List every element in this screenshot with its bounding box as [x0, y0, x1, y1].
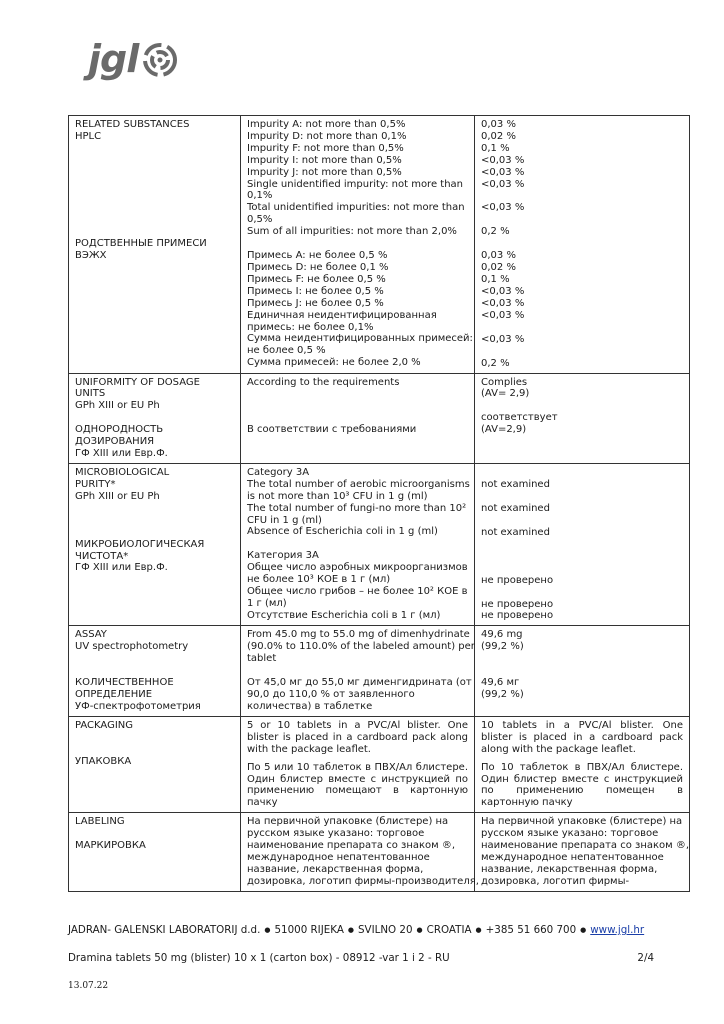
result-line: <0,03 %: [481, 297, 525, 309]
result-line: <0,03 %: [481, 202, 525, 214]
result-line: not examined: [481, 478, 550, 490]
spec-line: Общее число грибов – не более 10² КОЕ в: [247, 586, 468, 598]
spec-line: Общее число аэробных микроорганизмов: [247, 562, 468, 574]
spec-line: не более 0,5 %: [247, 345, 326, 357]
spec-line: не более 10³ КОЕ в 1 г (мл): [247, 574, 391, 586]
separator-dot-icon: ●: [264, 926, 271, 934]
logo-swirl-icon: [142, 42, 178, 78]
related-method-ru: ВЭЖХ: [75, 249, 107, 261]
footer-company: JADRAN- GALENSKI LABORATORIJ d.d.: [68, 924, 261, 936]
labeling-label-ru: МАРКИРОВКА: [75, 840, 146, 852]
spec-line: Примесь A: не более 0,5 %: [247, 250, 388, 262]
document-reference: Dramina tablets 50 mg (blister) 10 x 1 (carton box) - 08912 -var 1 i 2 - RU: [68, 952, 450, 964]
result-line: <0,03 %: [481, 178, 525, 190]
spec-line: количества) в таблетке: [247, 700, 373, 712]
row-assay: [69, 626, 690, 717]
uniformity-label-cell: [69, 373, 241, 463]
packaging-result-en: 10 tablets in a PVC/Al blister. One blister is placed in a cardboard pack along with the package leaflet.: [481, 719, 683, 755]
result-line: <0,03 %: [481, 154, 525, 166]
uniformity-label-ru: ДОЗИРОВАНИЯ: [75, 436, 155, 448]
spec-line: Category 3A: [247, 466, 310, 478]
assay-method-ru: УФ-спектрофотометрия: [75, 701, 201, 712]
spec-line: От 45,0 мг до 55,0 мг дименгидрината (от: [247, 677, 472, 689]
result-line: 0,03 %: [481, 250, 516, 262]
packaging-label-ru: УПАКОВКА: [75, 755, 132, 767]
related-label-ru: РОДСТВЕННЫЕ ПРИМЕСИ: [75, 237, 207, 249]
micro-spec-cell: [241, 463, 475, 625]
spec-line: Absence of Escherichia coli in 1 g (ml): [247, 526, 438, 538]
result-line: наименование препарата со знаком ®,: [481, 840, 690, 852]
result-line: 0,2 %: [481, 226, 510, 238]
labeling-label-en: LABELING: [75, 816, 125, 828]
spec-line: Impurity D: not more than 0,1%: [247, 130, 407, 142]
result-line: 0,1 %: [481, 274, 510, 286]
spec-line: наименование препарата со знаком ®,: [247, 840, 456, 852]
result-line: На первичной упаковке (блистере) на: [481, 816, 683, 828]
packaging-label-cell: [69, 716, 241, 812]
spec-line: Impurity J: not more than 0,5%: [247, 166, 402, 178]
result-line: (AV=2,9): [481, 424, 527, 436]
uniformity-label-en: UNIFORMITY OF DOSAGE: [75, 376, 200, 388]
micro-label-ru: ЧИСТОТА*: [75, 550, 129, 562]
spec-line: Примесь I: не более 0,5 %: [247, 285, 384, 297]
result-line: not examined: [481, 502, 550, 514]
assay-label-en: ASSAY: [75, 629, 107, 641]
related-label-en: RELATED SUBSTANCES: [75, 119, 190, 130]
document-date: 13.07.22: [68, 981, 109, 991]
result-line: 49,6 мг: [481, 677, 520, 689]
spec-line: В соответствии с требованиями: [247, 424, 417, 436]
packaging-spec-ru: По 5 или 10 таблеток в ПВХ/Ал блистере. Один блистер вместе с инструкцией по применению помещают в картонную пачку: [247, 761, 468, 809]
packaging-result-ru: По 10 таблеток в ПВХ/Ал блистере. Один блистер вместе с инструкцией по применению помещен в картонную пачку: [481, 761, 683, 809]
micro-method-en: GPh XIII or EU Ph: [75, 490, 160, 502]
separator-dot-icon: ●: [416, 926, 423, 934]
related-result-cell: [475, 116, 690, 374]
spec-line: Single unidentified impurity: not more than: [247, 178, 464, 190]
spec-line: The total number of aerobic microorganisms: [247, 478, 470, 490]
result-line: 0,02 %: [481, 262, 516, 274]
separator-dot-icon: ●: [475, 926, 482, 934]
uniformity-result-cell: [475, 373, 690, 463]
spec-line: is not more than 10³ CFU in 1 g (ml): [247, 490, 428, 502]
micro-label-en: MICROBIOLOGICAL: [75, 466, 170, 478]
packaging-spec-cell: [241, 716, 475, 812]
micro-method-ru: ГФ XIII или Евр.Ф.: [75, 562, 168, 574]
assay-label-cell: [69, 626, 241, 717]
spec-line: Impurity A: not more than 0,5%: [247, 119, 406, 130]
packaging-label-en: PACKAGING: [75, 719, 134, 731]
uniformity-method-en: GPh XIII or EU Ph: [75, 400, 160, 412]
separator-dot-icon: ●: [347, 926, 354, 934]
result-line: не проверено: [481, 610, 554, 622]
labeling-spec-cell: [241, 813, 479, 891]
spec-line: 90,0 до 110,0 % от заявленного: [247, 689, 415, 700]
result-line: русском языке указано: торговое: [481, 828, 659, 840]
company-footer: [68, 924, 644, 936]
result-line: Complies: [481, 376, 528, 388]
result-line: (99,2 %): [481, 641, 524, 653]
result-line: <0,03 %: [481, 166, 525, 178]
spec-line: Sum of all impurities: not more than 2,0%: [247, 226, 457, 238]
labeling-label-cell: [69, 813, 241, 891]
packaging-result-cell: [475, 716, 690, 812]
result-line: дозировка, логотип фирмы-: [481, 875, 630, 887]
micro-label-ru: МИКРОБИОЛОГИЧЕСКАЯ: [75, 538, 205, 550]
result-line: 0,1 %: [481, 142, 510, 154]
uniformity-spec-cell: [241, 373, 475, 463]
spec-line: Примесь J: не более 0,5 %: [247, 297, 384, 309]
result-line: не проверено: [481, 574, 554, 586]
micro-label-en: PURITY*: [75, 478, 116, 490]
spec-line: Сумма примесей: не более 2,0 %: [247, 357, 421, 369]
footer-street: SVILNO 20: [357, 924, 413, 936]
row-labeling: [69, 813, 690, 891]
specification-table: [68, 115, 690, 892]
result-line: 0,03 %: [481, 119, 516, 130]
spec-line: Impurity F: not more than 0,5%: [247, 142, 404, 154]
assay-spec-cell: [241, 626, 475, 717]
spec-line: 0,1%: [247, 190, 273, 202]
result-line: 49,6 mg: [481, 629, 523, 641]
footer-city: 51000 RIJEKA: [274, 924, 344, 936]
row-uniformity: [69, 373, 690, 463]
assay-method-en: UV spectrophotometry: [75, 641, 189, 653]
spec-line: tablet: [247, 653, 277, 665]
spec-line: примесь: не более 0,1%: [247, 321, 374, 333]
spec-line: дозировка, логотип фирмы-производителя,: [247, 875, 479, 887]
result-line: <0,03 %: [481, 285, 525, 297]
spec-line: Примесь D: не более 0,1 %: [247, 261, 389, 273]
related-method-en: HPLC: [75, 130, 102, 142]
result-line: не проверено: [481, 598, 554, 610]
separator-dot-icon: ●: [580, 926, 587, 934]
uniformity-label-ru: ОДНОРОДНОСТЬ: [75, 424, 164, 436]
result-line: соответствует: [481, 412, 558, 424]
result-line: <0,03 %: [481, 333, 525, 345]
spec-line: Примесь F: не более 0,5 %: [247, 273, 386, 285]
logo-text: jgl: [88, 37, 139, 81]
result-line: not examined: [481, 526, 550, 538]
footer-country: CROATIA: [426, 924, 472, 936]
spec-line: 1 г (мл): [247, 598, 287, 609]
spec-line: Отсутствие Escherichia coli в 1 г (мл): [247, 609, 441, 621]
micro-label-cell: [69, 463, 241, 625]
result-line: 0,02 %: [481, 130, 516, 142]
spec-line: CFU in 1 g (ml): [247, 514, 322, 526]
row-packaging: [69, 716, 690, 812]
related-label-cell: [69, 116, 241, 374]
micro-result-cell: [475, 463, 690, 625]
row-microbiological: [69, 463, 690, 625]
spec-line: According to the requirements: [247, 376, 400, 388]
spec-line: Единичная неидентифицированная: [247, 309, 437, 321]
result-line: <0,03 %: [481, 309, 525, 321]
spec-line: Сумма неидентифицированных примесей:: [247, 333, 473, 345]
labeling-result-cell: [475, 813, 690, 891]
result-line: название, лекарственная форма,: [481, 863, 658, 875]
spec-line: международное непатентованное: [247, 851, 430, 863]
row-related-substances: [69, 116, 690, 374]
result-line: международное непатентованное: [481, 851, 664, 863]
result-line: (99,2 %): [481, 689, 524, 701]
uniformity-method-ru: ГФ XIII или Евр.Ф.: [75, 448, 168, 460]
spec-line: русском языке указано: торговое: [247, 828, 425, 840]
spec-line: На первичной упаковке (блистере) на: [247, 816, 449, 828]
result-line: (AV= 2,9): [481, 388, 530, 400]
spec-line: (90.0% to 110.0% of the labeled amount) per: [247, 641, 475, 653]
company-logo: [88, 37, 178, 81]
related-spec-cell: [241, 116, 475, 374]
spec-line: From 45.0 mg to 55.0 mg of dimenhydrinate: [247, 629, 470, 641]
spec-line: 0,5%: [247, 214, 273, 226]
spec-line: Impurity I: not more than 0,5%: [247, 154, 402, 166]
assay-result-cell: [475, 626, 690, 717]
result-line: 0,2 %: [481, 357, 510, 369]
assay-label-ru: ОПРЕДЕЛЕНИЕ: [75, 689, 153, 701]
spec-line: название, лекарственная форма,: [247, 863, 424, 875]
spec-line: The total number of fungi-no more than 10²: [247, 502, 467, 514]
spec-line: Категория 3А: [247, 550, 319, 562]
assay-label-ru: КОЛИЧЕСТВЕННОЕ: [75, 677, 174, 689]
uniformity-label-en: UNITS: [75, 388, 106, 400]
footer-phone: +385 51 660 700: [485, 924, 577, 936]
spec-line: Total unidentified impurities: not more than: [247, 202, 465, 214]
packaging-spec-en: 5 or 10 tablets in a PVC/Al blister. One blister is placed in a cardboard pack along with the package leaflet.: [247, 719, 468, 755]
footer-website-link[interactable]: www.jgl.hr: [590, 924, 645, 936]
page-number: 2/4: [637, 952, 654, 964]
